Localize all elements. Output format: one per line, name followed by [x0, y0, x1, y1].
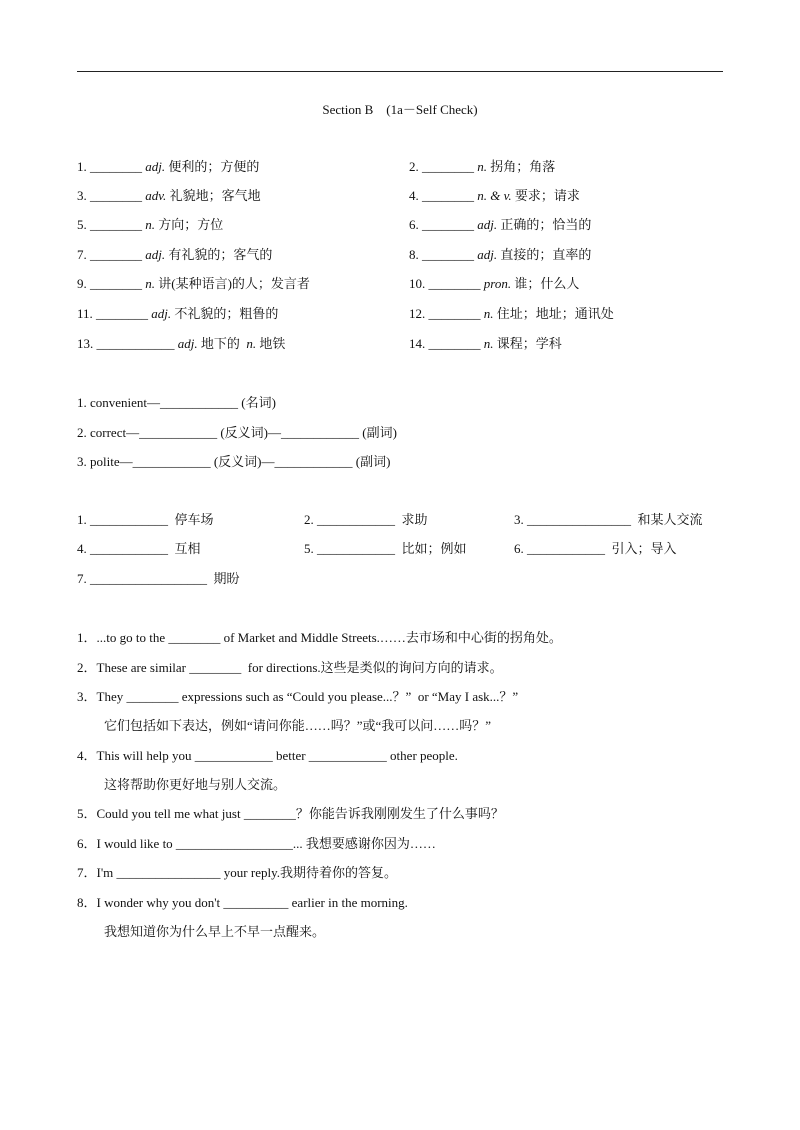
vocab-item: 6. ________ adj. 正确的；恰当的	[409, 217, 592, 232]
vocab-item: 2. ________ n. 拐角；角落	[409, 159, 556, 174]
sentence-translation: 我想知道你为什么早上不早一点醒来。	[104, 924, 326, 939]
vocab-item: 5. ________ n. 方向；方位	[77, 217, 224, 232]
phrase-item: 3. ________________ 和某人交流	[514, 512, 703, 527]
vocab-item: 11. ________ adj. 不礼貌的；粗鲁的	[77, 306, 279, 321]
sentence-translation: 它们包括如下表达，例如“请问你能……吗？”或“我可以问……吗？”	[104, 718, 492, 733]
sentence-item: 5．Could you tell me what just ________？你能告诉我刚刚发生了什么事吗？	[77, 806, 504, 821]
vocab-item: 3. ________ adv. 礼貌地；客气地	[77, 188, 261, 203]
sentence-translation: 这将帮助你更好地与别人交流。	[104, 777, 287, 792]
header-rule	[77, 71, 723, 72]
vocab-item: 4. ________ n. & v. 要求；请求	[409, 188, 580, 203]
section-title: Section B (1a－Self Check)	[322, 102, 478, 117]
phrase-item: 7. __________________ 期盼	[77, 571, 240, 586]
phrase-item: 1. ____________ 停车场	[77, 512, 214, 527]
sentence-item: 1．...to go to the ________ of Market and Middle Streets.……去市场和中心街的拐角处。	[77, 630, 562, 645]
sentence-item: 6．I would like to __________________... 我想要感谢你因为……	[77, 836, 436, 851]
word-form-item: 3. polite—____________ (反义词)—____________ (副词)	[77, 454, 391, 469]
vocab-item: 14. ________ n. 课程；学科	[409, 336, 562, 351]
phrase-item: 2. ____________ 求助	[304, 512, 428, 527]
vocab-item: 8. ________ adj. 直接的；直率的	[409, 247, 592, 262]
sentence-item: 2．These are similar ________ for directions.这些是类似的询问方向的请求。	[77, 660, 503, 675]
word-form-item: 2. correct—____________ (反义词)—____________ (副词)	[77, 425, 397, 440]
vocab-item: 1. ________ adj. 便利的；方便的	[77, 159, 260, 174]
phrase-item: 4. ____________ 互相	[77, 541, 201, 556]
word-form-item: 1. convenient—____________ (名词)	[77, 395, 276, 410]
vocab-item: 9. ________ n. 讲(某种语言)的人；发言者	[77, 276, 310, 291]
sentence-item: 7．I'm ________________ your reply.我期待着你的答复。	[77, 865, 397, 880]
sentence-item: 3．They ________ expressions such as “Could you please...？” or “May I ask...？”	[77, 689, 519, 704]
sentence-item: 8．I wonder why you don't __________ earlier in the morning.	[77, 895, 408, 910]
vocab-item: 12. ________ n. 住址；地址；通讯处	[409, 306, 614, 321]
vocab-item: 10. ________ pron. 谁；什么人	[409, 276, 580, 291]
sentence-item: 4．This will help you ____________ better ____________ other people.	[77, 748, 458, 763]
phrase-item: 5. ____________ 比如；例如	[304, 541, 467, 556]
phrase-item: 6. ____________ 引入；导入	[514, 541, 677, 556]
vocab-item: 7. ________ adj. 有礼貌的；客气的	[77, 247, 273, 262]
vocab-item: 13. ____________ adj. 地下的 n. 地铁	[77, 336, 286, 351]
